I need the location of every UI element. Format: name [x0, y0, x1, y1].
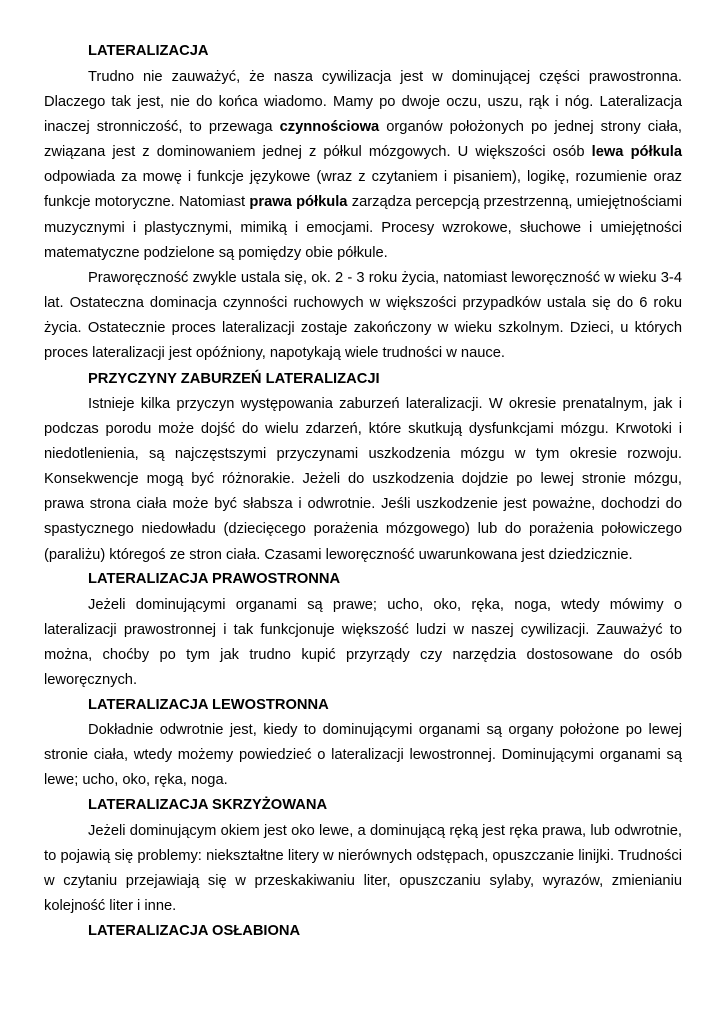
paragraph — [44, 65, 682, 266]
section-heading: LATERALIZACJA LEWOSTRONNA — [88, 697, 329, 713]
paragraph-text: Trudno nie zauważyć, że nasza cywilizacja jest w dominującej części prawostronna. Dlaczego tak jest, nie do końca wiadomo. Mamy po dwoje oczu, uszu, rąk i nóg. Lateralizacja inaczej stronniczość, to przewaga — [44, 69, 682, 136]
paragraph-text: organów położonych po jednej strony ciała, związana jest z dominowaniem jednej z półkul mózgowych. U większości osób — [44, 119, 683, 161]
paragraph-text: zarządza percepcją przestrzenną, umiejętnościami muzycznymi i plastycznymi, mimiką i emocjami. Procesy wzrokowe, słuchowe i umiejętności matematyczne podzielone są pomiędzy obie półkule. — [44, 194, 683, 261]
paragraph — [44, 392, 682, 568]
paragraph — [44, 593, 682, 693]
section-heading: LATERALIZACJA SKRZYŻOWANA — [88, 797, 328, 813]
bold-term: prawa półkula — [249, 194, 348, 211]
bold-term: lewa półkula — [591, 144, 682, 161]
paragraph-text: Praworęczność zwykle ustala się, ok. 2 - 3 roku życia, natomiast leworęczność w wieku 3-4 lat. Ostateczna dominacja czynności ruchowych w większości przypadków ustala się do 6 roku życia. Ostatecznie proces lateralizacji zostaje zakończony w wieku szkolnym. Dzieci, u których proces lateralizacji jest opóźniony, napotykają wiele trudności w nauce. — [44, 270, 682, 362]
section-heading: LATERALIZACJA OSŁABIONA — [88, 923, 301, 939]
paragraph — [44, 718, 682, 793]
bold-term: czynnościowa — [279, 119, 380, 136]
section-heading: LATERALIZACJA — [88, 43, 209, 59]
paragraph-text: Jeżeli dominującym okiem jest oko lewe, a dominującą ręką jest ręka prawa, lub odwrotnie, to pojawią się problemy: niekształtne litery w nierównych odstępach, opuszczanie linijki. Trudności w czytaniu przejawiają się w przeskakiwaniu liter, opuszczaniu sylaby, wyrazów, zmienianiu kolejność liter i inne. — [44, 823, 682, 915]
section-heading: PRZYCZYNY ZABURZEŃ LATERALIZACJI — [88, 371, 380, 387]
paragraph — [44, 819, 682, 919]
paragraph — [44, 266, 682, 366]
paragraph-text: Istnieje kilka przyczyn występowania zaburzeń lateralizacji. W okresie prenatalnym, jak i podczas porodu może dojść do wielu zdarzeń, które skutkują dysfunkcjami mózgu. Krwotoki i niedotlenienia, są najczęstszymi przyczynami uszkodzenia mózgu w tym okresie rozwoju. Konsekwencje mogą być różnorakie. Jeżeli do uszkodzenia dojdzie po lewej stronie mózgu, prawa strona ciała może być słabsza i odwrotnie. Jeśli uszkodzenie jest poważne, dochodzi do spastycznego niedowładu (dziecięcego porażenia mózgowego) lub do porażenia połowiczego (paraliżu) któregoś ze stron ciała. Czasami leworęczność uwarunkowana jest dziedzicznie. — [44, 396, 682, 563]
section-heading: LATERALIZACJA PRAWOSTRONNA — [88, 571, 341, 587]
paragraph-text: Jeżeli dominującymi organami są prawe; ucho, oko, ręka, noga, wtedy mówimy o lateralizacji prawostronnej i tak funkcjonuje większość ludzi w naszej cywilizacji. Zauważyć to można, choćby po tym jak trudno kupić przyrządy czy narzędzia dostosowane do osób leworęcznych. — [44, 597, 682, 689]
paragraph-text: odpowiada za mowę i funkcje językowe (wraz z czytaniem i pisaniem), logikę, rozumienie oraz funkcje motoryczne. Natomiast — [44, 169, 682, 211]
paragraph-text: Dokładnie odwrotnie jest, kiedy to dominującymi organami są organy położone po lewej stronie ciała, wtedy możemy powiedzieć o lateralizacji lewostronnej. Dominującymi organami są lewe; ucho, oko, ręka, noga. — [44, 722, 682, 789]
